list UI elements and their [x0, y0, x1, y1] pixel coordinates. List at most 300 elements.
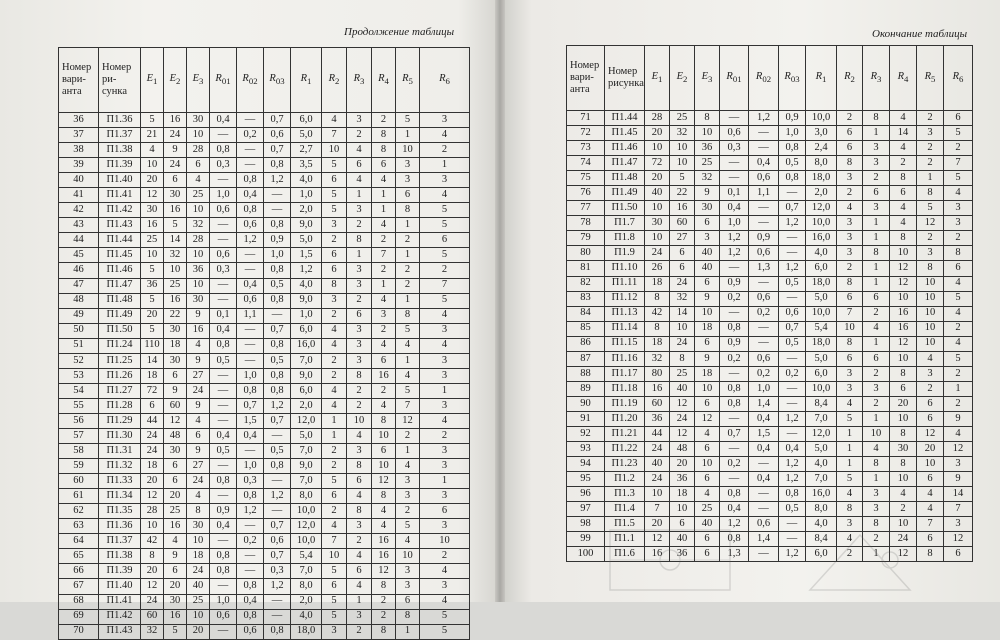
table-cell: 1	[837, 457, 863, 472]
table-cell: 0,8	[237, 489, 264, 504]
table-cell: 4	[322, 338, 347, 353]
table-cell: 1,5	[291, 248, 322, 263]
table-cell: 2	[322, 368, 347, 383]
table-row	[567, 396, 973, 411]
table-cell: 5	[944, 126, 973, 141]
table-cell: 25	[695, 156, 720, 171]
table-row	[59, 218, 470, 233]
table-cell: 1,5	[749, 426, 779, 441]
table-cell: 10	[670, 156, 695, 171]
table-row	[59, 323, 470, 338]
table-cell: 0,9	[749, 231, 779, 246]
table-cell: 0,8	[264, 383, 291, 398]
table-cell: 1	[420, 383, 470, 398]
table-cell: 0,8	[264, 263, 291, 278]
table-cell: 1,2	[779, 472, 806, 487]
table-cell: 12	[944, 532, 973, 547]
table-cell: 2	[347, 624, 372, 639]
table-cell: 0,2	[749, 366, 779, 381]
table-cell: 42	[141, 534, 164, 549]
table-cell: 1	[347, 188, 372, 203]
table-cell: 5	[141, 323, 164, 338]
table-row	[567, 171, 973, 186]
column-header: $R_3$	[863, 46, 890, 111]
table-cell: 47	[59, 278, 99, 293]
table-cell: 25	[187, 594, 210, 609]
table-cell: 4	[944, 306, 973, 321]
table-cell: 2	[863, 532, 890, 547]
table-cell: 100	[567, 547, 605, 562]
table-cell: 2	[347, 398, 372, 413]
table-cell: 6	[670, 517, 695, 532]
table-cell: П1.31	[99, 444, 141, 459]
table-cell: 40	[645, 186, 670, 201]
table-cell: 10,0	[806, 111, 837, 126]
table-cell: 2	[372, 594, 396, 609]
table-cell: 32	[670, 291, 695, 306]
book-gutter	[495, 0, 505, 602]
table-cell: 24	[670, 336, 695, 351]
table-row	[59, 278, 470, 293]
table-cell: —	[237, 549, 264, 564]
table-cell: 0,8	[264, 218, 291, 233]
table-cell: 2	[944, 396, 973, 411]
table-cell: 6	[420, 233, 470, 248]
table-row	[567, 201, 973, 216]
table-cell: 1	[863, 276, 890, 291]
table-cell: 94	[567, 457, 605, 472]
table-cell: 41	[59, 188, 99, 203]
table-cell: 16	[372, 534, 396, 549]
table-row	[567, 246, 973, 261]
table-cell: 45	[59, 248, 99, 263]
table-cell: 10	[347, 413, 372, 428]
table-cell: —	[749, 321, 779, 336]
table-cell: 2,7	[291, 143, 322, 158]
table-cell: 12	[372, 564, 396, 579]
table-cell: 18	[695, 366, 720, 381]
table-cell: 24	[164, 128, 187, 143]
table-cell: —	[749, 502, 779, 517]
table-row	[59, 489, 470, 504]
table-cell: 0,6	[264, 128, 291, 143]
table-cell: —	[779, 186, 806, 201]
table-cell: —	[237, 564, 264, 579]
table-cell: 0,5	[779, 502, 806, 517]
table-cell: 1	[837, 426, 863, 441]
table-cell: П1.4	[605, 502, 645, 517]
table-cell: 2	[917, 111, 944, 126]
table-cell: 2	[837, 186, 863, 201]
table-cell: П1.42	[99, 203, 141, 218]
table-cell: —	[264, 474, 291, 489]
table-cell: 12	[695, 411, 720, 426]
table-cell: 48	[670, 442, 695, 457]
table-cell: 8,0	[291, 579, 322, 594]
table-cell: 7	[372, 248, 396, 263]
table-cell: П1.22	[605, 442, 645, 457]
table-cell: 6,0	[806, 261, 837, 276]
table-cell: 2	[944, 321, 973, 336]
column-header: $R_{01}$	[210, 48, 237, 113]
table-cell: П1.23	[605, 457, 645, 472]
table-cell: 1	[944, 381, 973, 396]
table-cell: 4,0	[806, 517, 837, 532]
table-cell: 2	[420, 143, 470, 158]
table-cell: 9	[695, 351, 720, 366]
table-cell: П1.17	[605, 366, 645, 381]
table-cell: 0,8	[720, 381, 749, 396]
table-cell: 2,0	[291, 398, 322, 413]
table-cell: П1.26	[99, 368, 141, 383]
table-cell: 3	[347, 323, 372, 338]
table-cell: 10,0	[806, 306, 837, 321]
table-cell: 6	[164, 564, 187, 579]
table-cell: 8	[917, 186, 944, 201]
table-cell: 1,2	[720, 231, 749, 246]
table-cell: 1,2	[237, 504, 264, 519]
table-cell: 6	[670, 246, 695, 261]
table-cell: 3	[322, 624, 347, 639]
table-row	[567, 231, 973, 246]
table-cell: 2	[372, 113, 396, 128]
table-cell: 0,7	[264, 143, 291, 158]
table-cell: 10	[695, 126, 720, 141]
table-cell: —	[779, 246, 806, 261]
table-cell: 10	[670, 321, 695, 336]
table-cell: 4	[837, 201, 863, 216]
table-cell: 44	[141, 413, 164, 428]
table-cell: —	[720, 171, 749, 186]
table-cell: 10	[695, 381, 720, 396]
table-row	[59, 474, 470, 489]
left-page-caption: Продолжение таблицы	[344, 26, 455, 38]
column-header: $R_4$	[372, 48, 396, 113]
table-cell: П1.19	[605, 396, 645, 411]
table-cell: 30	[141, 203, 164, 218]
column-header: $E_3$	[695, 46, 720, 111]
table-cell: 4	[347, 143, 372, 158]
table-cell: 12	[944, 442, 973, 457]
table-cell: 1,0	[210, 188, 237, 203]
table-cell: 20	[141, 474, 164, 489]
table-cell: 0,4	[749, 156, 779, 171]
table-cell: 3	[944, 517, 973, 532]
table-cell: 1,2	[779, 457, 806, 472]
table-cell: 0,7	[264, 413, 291, 428]
table-cell: 5	[322, 474, 347, 489]
bleed-through-circuit-figure	[590, 520, 970, 600]
table-cell: 3	[917, 246, 944, 261]
table-cell: 4,0	[806, 246, 837, 261]
table-cell: 24	[187, 383, 210, 398]
table-cell: 9	[187, 353, 210, 368]
table-cell: 12	[141, 489, 164, 504]
table-cell: 10	[917, 276, 944, 291]
table-cell: 4	[372, 293, 396, 308]
table-header-row	[59, 48, 470, 113]
table-cell: 3	[347, 519, 372, 534]
table-cell: 28	[645, 111, 670, 126]
table-cell: 3	[396, 579, 420, 594]
table-cell: 72	[141, 383, 164, 398]
table-row	[59, 263, 470, 278]
table-cell: 6,0	[291, 383, 322, 398]
table-row	[59, 308, 470, 323]
table-cell: 7,0	[806, 411, 837, 426]
table-cell: 1	[837, 442, 863, 457]
table-cell: 0,5	[264, 353, 291, 368]
table-cell: П1.39	[99, 564, 141, 579]
table-cell: 18	[645, 276, 670, 291]
table-cell: —	[720, 156, 749, 171]
table-cell: 0,5	[779, 336, 806, 351]
table-cell: 3	[863, 381, 890, 396]
table-cell: —	[264, 203, 291, 218]
table-cell: 1	[322, 413, 347, 428]
table-cell: 20	[645, 171, 670, 186]
table-cell: П1.40	[99, 579, 141, 594]
table-cell: 0,4	[210, 113, 237, 128]
table-cell: 6	[695, 472, 720, 487]
table-cell: 0,8	[779, 487, 806, 502]
table-cell: 1,0	[749, 381, 779, 396]
table-cell: 91	[567, 411, 605, 426]
table-cell: 56	[59, 413, 99, 428]
table-cell: 2	[322, 459, 347, 474]
table-row	[567, 216, 973, 231]
table-cell: 4	[695, 426, 720, 441]
table-cell: 4	[420, 188, 470, 203]
table-cell: 0,8	[720, 532, 749, 547]
table-cell: 7,0	[291, 353, 322, 368]
table-cell: 0,4	[237, 188, 264, 203]
table-cell: 12	[670, 426, 695, 441]
table-cell: 1	[917, 171, 944, 186]
table-cell: 32	[645, 351, 670, 366]
table-cell: 12	[890, 261, 917, 276]
table-cell: 8	[917, 261, 944, 276]
table-cell: 24	[141, 594, 164, 609]
table-cell: 4	[347, 579, 372, 594]
table-cell: 4	[420, 564, 470, 579]
table-cell: 12	[141, 579, 164, 594]
table-cell: 0,9	[779, 111, 806, 126]
table-cell: 6	[944, 261, 973, 276]
table-cell: 3	[420, 353, 470, 368]
table-cell: 16	[890, 306, 917, 321]
table-cell: —	[720, 111, 749, 126]
table-cell: 0,5	[779, 276, 806, 291]
table-cell: 6	[420, 504, 470, 519]
table-cell: 8	[141, 549, 164, 564]
column-header: $R_{03}$	[779, 46, 806, 111]
table-cell: 89	[567, 381, 605, 396]
table-cell: 12	[396, 413, 420, 428]
table-cell: 0,1	[720, 186, 749, 201]
table-cell: 0,4	[749, 472, 779, 487]
table-cell: 6	[187, 158, 210, 173]
table-cell: 0,3	[264, 564, 291, 579]
table-cell: 1	[396, 624, 420, 639]
column-header: Номер рисунка	[605, 46, 645, 111]
table-cell: 6	[695, 216, 720, 231]
table-cell: П1.39	[99, 158, 141, 173]
table-cell: 6	[863, 351, 890, 366]
table-cell: 8	[347, 368, 372, 383]
table-cell: 7	[322, 128, 347, 143]
table-cell: —	[749, 457, 779, 472]
table-cell: 6	[695, 442, 720, 457]
table-cell: 0,8	[237, 203, 264, 218]
table-cell: 0,8	[264, 338, 291, 353]
table-cell: 24	[645, 472, 670, 487]
table-row	[59, 173, 470, 188]
table-cell: 3	[396, 474, 420, 489]
table-cell: 10	[372, 428, 396, 443]
table-cell: 26	[645, 261, 670, 276]
table-cell: —	[264, 609, 291, 624]
table-cell: —	[237, 263, 264, 278]
table-cell: 0,7	[720, 426, 749, 441]
table-cell: 0,8	[264, 158, 291, 173]
table-cell: 9	[164, 143, 187, 158]
table-cell: 30	[164, 594, 187, 609]
table-cell: 4	[890, 201, 917, 216]
table-cell: 4	[141, 143, 164, 158]
table-cell: 3	[420, 113, 470, 128]
table-cell: П1.49	[605, 186, 645, 201]
table-cell: 4	[944, 426, 973, 441]
table-cell: 24	[164, 158, 187, 173]
table-cell: 8,4	[806, 396, 837, 411]
table-cell: 65	[59, 549, 99, 564]
table-cell: 6,0	[291, 113, 322, 128]
table-cell: 3	[863, 487, 890, 502]
table-cell: 10	[322, 549, 347, 564]
table-cell: 32	[187, 218, 210, 233]
table-cell: —	[210, 579, 237, 594]
table-cell: 0,6	[264, 534, 291, 549]
table-cell: 25	[187, 188, 210, 203]
table-cell: 0,6	[749, 517, 779, 532]
table-cell: 0,5	[779, 156, 806, 171]
table-cell: 3	[420, 489, 470, 504]
table-cell: 69	[59, 609, 99, 624]
table-cell: 4	[372, 398, 396, 413]
table-cell: 53	[59, 368, 99, 383]
table-cell: 99	[567, 532, 605, 547]
table-cell: —	[720, 442, 749, 457]
table-cell: 2	[917, 156, 944, 171]
table-cell: 51	[59, 338, 99, 353]
table-cell: 85	[567, 321, 605, 336]
table-cell: 2	[944, 231, 973, 246]
table-cell: 93	[567, 442, 605, 457]
table-cell: 7	[837, 306, 863, 321]
table-cell: 5,0	[806, 291, 837, 306]
table-cell: 6	[164, 173, 187, 188]
table-cell: 7	[420, 278, 470, 293]
table-row	[59, 248, 470, 263]
table-row	[59, 233, 470, 248]
table-cell: 2	[372, 323, 396, 338]
table-cell: 8	[863, 246, 890, 261]
table-cell: 72	[567, 126, 605, 141]
table-row	[59, 113, 470, 128]
table-cell: 40	[187, 579, 210, 594]
table-cell: 8	[645, 291, 670, 306]
table-cell: 1	[396, 248, 420, 263]
table-cell: 3,5	[291, 158, 322, 173]
table-cell: 72	[645, 156, 670, 171]
table-cell: 8	[837, 502, 863, 517]
table-cell: 12	[164, 413, 187, 428]
table-cell: 36	[141, 278, 164, 293]
table-cell: П1.40	[99, 173, 141, 188]
table-cell: 5	[837, 411, 863, 426]
table-cell: —	[210, 489, 237, 504]
table-cell: 8	[372, 143, 396, 158]
table-cell: 1	[863, 231, 890, 246]
table-cell: 54	[59, 383, 99, 398]
table-cell: 14	[164, 233, 187, 248]
table-cell: 0,8	[264, 368, 291, 383]
table-cell: 18	[164, 338, 187, 353]
table-cell: 5,0	[291, 233, 322, 248]
table-cell: 2	[347, 534, 372, 549]
table-cell: 16	[187, 323, 210, 338]
table-cell: 95	[567, 472, 605, 487]
table-cell: 6	[890, 186, 917, 201]
table-cell: 8	[670, 351, 695, 366]
left-variant-table	[58, 47, 470, 640]
table-row	[59, 293, 470, 308]
table-cell: 9	[695, 291, 720, 306]
table-cell: 6	[372, 353, 396, 368]
table-cell: П1.25	[99, 353, 141, 368]
table-cell: 0,6	[237, 624, 264, 639]
table-row	[59, 504, 470, 519]
table-cell: 32	[141, 624, 164, 639]
table-cell: П1.45	[605, 126, 645, 141]
table-cell: 4	[863, 442, 890, 457]
table-cell: 4	[396, 459, 420, 474]
table-cell: 6	[695, 336, 720, 351]
table-cell: —	[749, 276, 779, 291]
table-cell: 55	[59, 398, 99, 413]
table-cell: 5,0	[806, 442, 837, 457]
table-cell: 0,2	[237, 128, 264, 143]
table-cell: 0,4	[210, 519, 237, 534]
table-cell: 40	[695, 517, 720, 532]
column-header: $R_2$	[322, 48, 347, 113]
table-cell: —	[210, 218, 237, 233]
table-cell: 2	[837, 111, 863, 126]
table-cell: 0,5	[210, 444, 237, 459]
table-cell: 7,0	[291, 474, 322, 489]
table-cell: 36	[695, 141, 720, 156]
table-cell: 10	[141, 158, 164, 173]
table-cell: 6	[187, 428, 210, 443]
table-cell: 30	[164, 444, 187, 459]
table-cell: 73	[567, 141, 605, 156]
table-cell: 10	[917, 457, 944, 472]
table-cell: 79	[567, 231, 605, 246]
table-cell: 20	[141, 173, 164, 188]
table-cell: 5,4	[806, 321, 837, 336]
table-cell: 80	[567, 246, 605, 261]
